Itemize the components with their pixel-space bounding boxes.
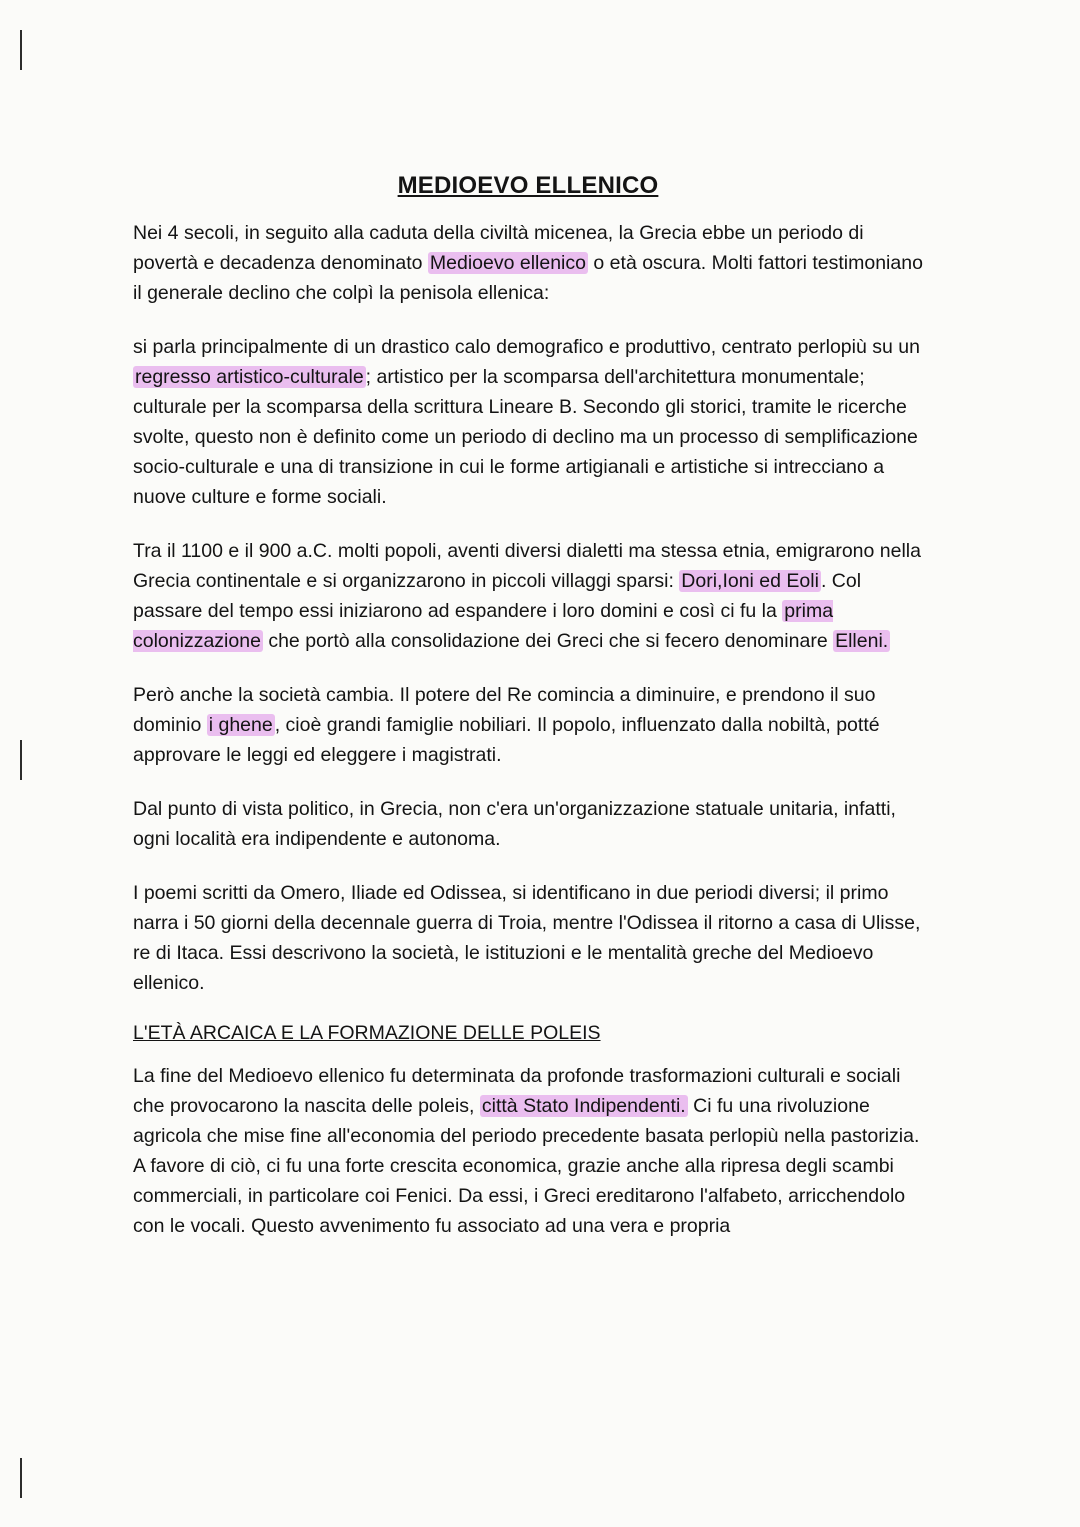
highlighted-text: città Stato Indipendenti. — [481, 1095, 686, 1117]
text-segment: Tra il 1100 e il 900 a.C. molti popoli, aventi diversi dialetti ma stessa etnia, emigrarono nella Grecia continentale e si organizzarono in piccoli villaggi sparsi: — [133, 540, 921, 592]
highlighted-text: Elleni. — [835, 630, 889, 652]
highlighted-text: prima colonizzazione — [133, 600, 834, 652]
text-segment: . Col passare del tempo essi iniziarono ad espandere i loro domini e così ci fu la — [133, 570, 862, 622]
text-segment: che portò alla consolidazione dei Greci che si fecero denominare — [262, 630, 834, 652]
scan-edge-mark — [20, 740, 22, 780]
document-title: MEDIOEVO ELLENICO — [397, 172, 659, 199]
paragraph — [133, 332, 923, 512]
paragraph — [133, 218, 923, 308]
paragraph — [133, 680, 923, 770]
highlighted-text: regresso artistico-culturale — [135, 366, 364, 388]
section-paragraph-list — [133, 1061, 923, 1241]
document-body — [133, 172, 923, 1265]
text-segment: o età oscura. Molti fattori testimoniano il generale declino che colpì la penisola ellenica: — [133, 252, 923, 304]
text-segment: , cioè grandi famiglie nobiliari. Il popolo, influenzato dalla nobiltà, potté approvare le leggi ed eleggere i magistrati. — [133, 714, 880, 766]
scan-edge-mark — [20, 30, 22, 70]
highlighted-text: Dori,Ioni ed Eoli — [681, 570, 819, 592]
paragraph-list — [133, 218, 923, 998]
highlighted-text: i ghene — [208, 714, 273, 736]
highlighted-text: Medioevo ellenico — [429, 252, 586, 274]
text-segment: Nei 4 secoli, in seguito alla caduta della civiltà micenea, la Grecia ebbe un periodo di povertà e decadenza denominato — [133, 222, 864, 274]
paragraph — [133, 794, 923, 854]
text-segment: I poemi scritti da Omero, Iliade ed Odissea, si identificano in due periodi diversi; il primo narra i 50 giorni della decennale guerra di Troia, mentre l'Odissea il ritorno a casa di Ulisse, re di Itaca. Essi descrivono la società, le istituzioni e le mentalità greche del Medioevo ellenico. — [133, 882, 921, 994]
text-segment: Ci fu una rivoluzione agricola che mise fine all'economia del periodo precedente basata perlopiù nella pastorizia. A favore di ciò, ci fu una forte crescita economica, grazie anche alla ripresa degli scambi commerciali, in particolare coi Fenici. Da essi, i Greci ereditarono l'alfabeto, arricchendolo con le vocali. Questo avvenimento fu associato ad una vera e propria — [133, 1095, 920, 1237]
text-segment: La fine del Medioevo ellenico fu determinata da profonde trasformazioni culturali e sociali che provocarono la nascita delle poleis, — [133, 1065, 901, 1117]
text-segment: Però anche la società cambia. Il potere del Re comincia a diminuire, e prendono il suo dominio — [133, 684, 876, 736]
section-heading: L'ETÀ ARCAICA E LA FORMAZIONE DELLE POLEIS — [133, 1022, 601, 1044]
text-segment: ; artistico per la scomparsa dell'architettura monumentale; culturale per la scomparsa della scrittura Lineare B. Secondo gli storici, tramite le ricerche svolte, questo non è definito come un periodo di declino ma un processo di semplificazione socio-culturale e una di transizione in cui le forme artigianali e artistiche si intrecciano a nuove culture e forme sociali. — [133, 366, 918, 508]
text-segment: si parla principalmente di un drastico calo demografico e produttivo, centrato perlopiù su un — [133, 336, 920, 358]
paragraph — [133, 1061, 923, 1241]
paragraph — [133, 536, 923, 656]
paragraph — [133, 878, 923, 998]
text-segment: Dal punto di vista politico, in Grecia, non c'era un'organizzazione statuale unitaria, infatti, ogni località era indipendente e autonoma. — [133, 798, 896, 850]
scan-edge-mark — [20, 1458, 22, 1498]
